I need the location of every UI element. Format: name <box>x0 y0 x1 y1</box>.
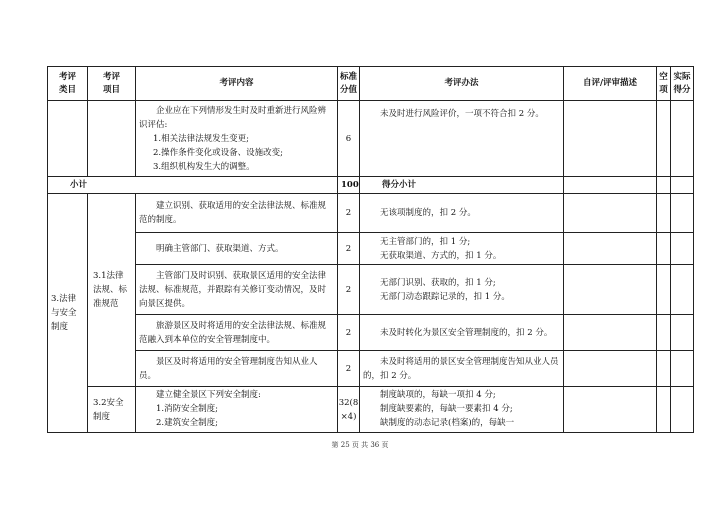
content-cell: 景区及时将适用的安全管理制度告知从业人员。 <box>136 351 338 387</box>
header-score: 标准 分值 <box>338 67 360 101</box>
content-cell: 企业应在下列情形发生时及时重新进行风险辨识评估: 1.相关法律法规发生变更; 2.操作条件变化或设备、设施改变; 3.组织机构发生大的调整。 <box>136 101 338 177</box>
item-cell: 3.2安全制度 <box>88 387 136 433</box>
header-method: 考评办法 <box>360 67 564 101</box>
method-cell: 未及时将适用的景区安全管理制度告知从业人员的，扣 2 分。 <box>360 351 564 387</box>
table-row <box>48 194 694 233</box>
score-cell: 2 <box>338 233 360 265</box>
content-cell: 主管部门及时识别、获取景区适用的安全法律法规、标准规范，并跟踪有关修订变动情况，及时向景区提供。 <box>136 265 338 315</box>
table-row <box>48 265 694 315</box>
header-content: 考评内容 <box>136 67 338 101</box>
header-item: 考评 项目 <box>88 67 136 101</box>
evaluation-table <box>47 66 694 433</box>
header-blank: 空 项 <box>657 67 671 101</box>
category-cell: 3.法律与安全制度 <box>48 194 88 433</box>
method-cell: 无部门识别、获取的，扣 1 分; 无部门动态跟踪记录的，扣 1 分。 <box>360 265 564 315</box>
table-row <box>48 387 694 433</box>
subtotal-score: 100 <box>338 177 360 194</box>
header-category: 考评 类目 <box>48 67 88 101</box>
header-row <box>48 67 694 101</box>
subtotal-row <box>48 177 694 194</box>
table-row <box>48 315 694 351</box>
item-cell: 3.1法律法规、标准规范 <box>88 194 136 387</box>
content-cell: 建立健全景区下列安全制度: 1.消防安全制度; 2.建筑安全制度; <box>136 387 338 433</box>
score-cell: 6 <box>338 101 360 177</box>
method-cell: 未及时进行风险评价，一项不符合扣 2 分。 <box>360 101 564 177</box>
score-cell: 32(8×4) <box>338 387 360 433</box>
method-cell: 无主管部门的，扣 1 分; 无获取渠道、方式的，扣 1 分。 <box>360 233 564 265</box>
content-cell: 建立识别、获取适用的安全法律法规、标准规范的制度。 <box>136 194 338 233</box>
page-footer: 第 25 页 共 36 页 <box>331 441 389 449</box>
subtotal-method: 得分小计 <box>360 177 564 194</box>
method-cell: 制度缺项的，每缺一项扣 4 分; 制度缺要素的，每缺一要素扣 4 分; 缺制度的动态记录(档案)的，每缺一 <box>360 387 564 433</box>
header-self-review: 自评/评审描述 <box>564 67 657 101</box>
method-cell: 未及时转化为景区安全管理制度的，扣 2 分。 <box>360 315 564 351</box>
header-actual: 实际 得分 <box>671 67 694 101</box>
subtotal-label: 小计 <box>48 177 338 194</box>
score-cell: 2 <box>338 265 360 315</box>
table-row <box>48 101 694 177</box>
table-row <box>48 351 694 387</box>
method-cell: 无该项制度的，扣 2 分。 <box>360 194 564 233</box>
content-cell: 明确主管部门、获取渠道、方式。 <box>136 233 338 265</box>
table-row <box>48 233 694 265</box>
score-cell: 2 <box>338 194 360 233</box>
score-cell: 2 <box>338 351 360 387</box>
score-cell: 2 <box>338 315 360 351</box>
content-cell: 旅游景区及时将适用的安全法律法规、标准规范融入到本单位的安全管理制度中。 <box>136 315 338 351</box>
